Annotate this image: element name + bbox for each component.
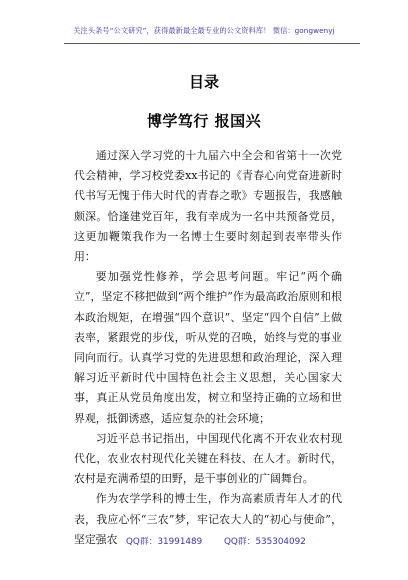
footer-qq-group-1: QQ群：31991489 [126,537,203,547]
header-banner: 关注头条号“公文研究”，获得最新最全最专业的公文资料库！ 微信：gongwenyj [73,26,335,35]
paragraph: 作为农学学科的博士生，作为高素质青年人才的代表，我应心怀“三农”梦，牢记农大人的“初心与使命”，坚定强农 [74,492,342,546]
paragraph: 通过深入学习党的十九届六中全会和省第十一次党代会精神，学习校党委xx书记的《青春心向党奋进新时代书写无愧于伟大时代的青春之歌》专题报告，我感触颇深。恰逢建党百年，我有幸成为一名中共预备党员，这更加鞭策我作为一名博士生要时刻起到表率带头作用： [74,149,342,264]
footer-qq-group-2: QQ群：535304092 [224,537,306,547]
document-body [74,146,342,550]
paragraph: 要加强党性修养，学会思考问题。牢记“两个确立”，坚定不移把做到“两个维护”作为最高政治原则和根本政治规矩，在增强“四个意识”、坚定“四个自信”上做表率，紧跟党的步伐，听从党的召唤，始终与党的事业同向而行。认真学习党的先进思想和政治理论，深入理解习近平新时代中国特色社会主义思想，关心国家大事，真正从党员角度出发，树立和坚持正确的立场和世界观，抵御诱惑，适应复杂的社会环境； [74,270,342,425]
header-divider [64,43,360,44]
paragraph: 习近平总书记指出，中国现代化离不开农业农村现代化，农业农村现代化关键在科技、在人才。新时代，农村是充满希望的田野，是干事创业的广阔舞台。 [74,431,342,486]
document-title: 目录 [188,73,219,91]
document-subtitle: 博学笃行 报国兴 [146,112,262,130]
